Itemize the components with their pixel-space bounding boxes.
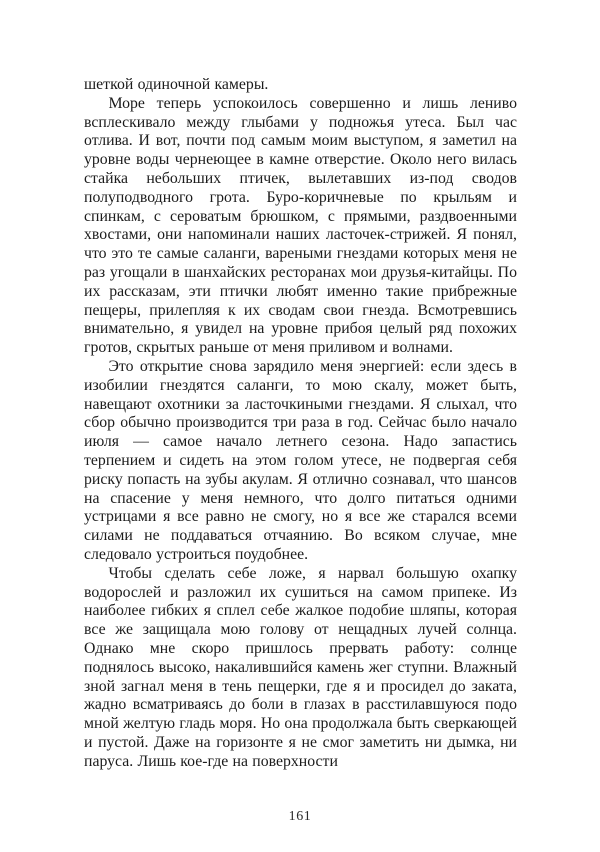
paragraph-continuation: шеткой одиночной камеры. [84,76,269,93]
paragraph: Чтобы сделать себе ложе, я нарвал большую охапку водорослей и разложил их сушиться на самом припеке. Из наиболее гибких я сплел себе жалкое подобие шляпы, которая все же защищала мою голову от нещадных лучей солнца. Однако мне скоро пришлось прервать работу: солнце поднялось высоко, накалившийся камень жег ступни. Влажный зной загнал меня в тень пещерки, где я и просидел до заката, жадно всматриваясь до боли в глазах в расстилавшуюся подо мной желтую гладь моря. Но она продолжала быть сверкающей и пустой. Даже на горизонте я не смог заметить ни дымка, ни паруса. Лишь кое-где на поверхности [84,564,517,770]
page-text-block [84,76,517,771]
paragraph: Это открытие снова зарядило меня энергией: если здесь в изобилии гнездятся саланги, то мою скалу, может быть, навещают охотники за ласточкиными гнездами. Я слыхал, что сбор обычно производится три раза в год. Сейчас было начало июля — самое начало летнего сезона. Надо запастись терпением и сидеть на этом голом утесе, не подвергая себя риску попасть на зубы акулам. Я отлично сознавал, что шансов на спасение у меня немного, что долго питаться одними устрицами я все равно не смогу, но я все же старался всеми силами не поддаваться отчаянию. Во всяком случае, мне следовало устроиться поудобнее. [84,357,517,563]
page-number: 161 [288,809,312,824]
paragraph: Море теперь успокоилось совершенно и лишь лениво всплескивало между глыбами у подножья утеса. Был час отлива. И вот, почти под самым моим выступом, я заметил на уровне воды чернеющее в камне отверстие. Около него вилась стайка небольших птичек, вылетавших из-под сводов полуподводного грота. Буро-коричневые по крыльям и спинкам, с сероватым брюшком, с прямыми, раздвоенными хвостами, они напоминали наших ласточек-стрижей. Я понял, что это те самые саланги, вареными гнездами которых меня не раз угощали в шанхайских ресторанах мои друзья-китайцы. По их рассказам, эти птички любят именно такие прибрежные пещеры, прилепляя к их сводам свои гнезда. Всмотревшись внимательно, я увидел на уровне прибоя целый ряд похожих гротов, скрытых раньше от меня приливом и волнами. [84,94,517,357]
